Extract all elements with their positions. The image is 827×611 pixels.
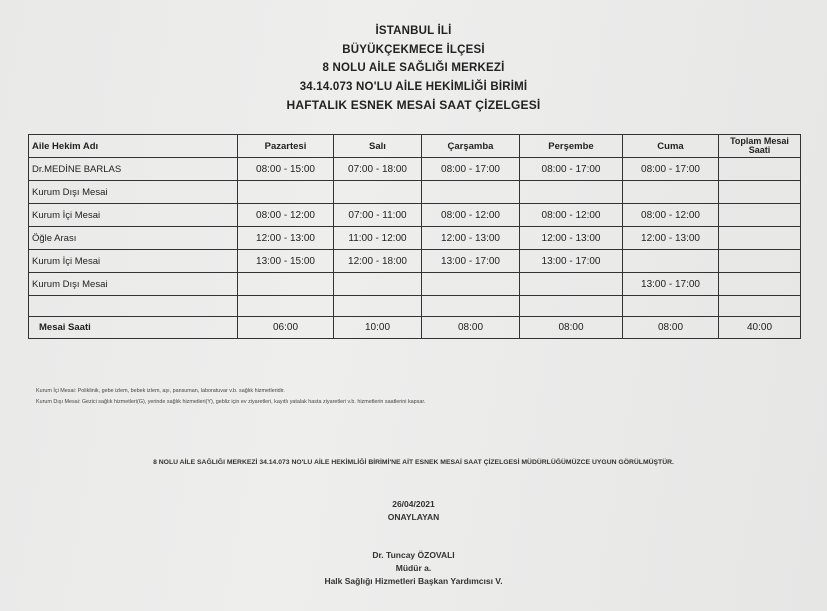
total-row-label: Mesai Saati [29, 317, 238, 339]
schedule-cell [238, 273, 334, 296]
row-label: Kurum Dışı Mesai [29, 181, 238, 204]
schedule-cell: 12:00 - 18:00 [334, 250, 422, 273]
schedule-cell: 08:00 - 17:00 [520, 158, 623, 181]
table-header-row [29, 135, 801, 158]
column-header: Aile Hekim Adı [29, 135, 238, 158]
approved-by-label: ONAYLAYAN [387, 512, 440, 522]
table-row [29, 204, 801, 227]
header-province: İSTANBUL İLİ [375, 25, 452, 37]
row-label: Kurum İçi Mesai [29, 204, 238, 227]
approval-statement: 8 NOLU AİLE SAĞLIĞI MERKEZİ 34.14.073 NO'LU AİLE HEKİMLİĞİ BİRİMİ'NE AİT ESNEK MESAİ SAAT ÇİZELGESİ MÜDÜRLÜĞÜMÜZCE UYGUN GÖRÜLMÜŞTÜR. [153, 459, 674, 466]
table-row [29, 250, 801, 273]
schedule-cell: 07:00 - 11:00 [334, 204, 422, 227]
schedule-cell [520, 273, 623, 296]
table-row [29, 273, 801, 296]
schedule-cell [719, 296, 801, 317]
schedule-cell [334, 296, 422, 317]
document-header [0, 22, 827, 115]
column-header: Pazartesi [238, 135, 334, 158]
row-label: Kurum İçi Mesai [29, 250, 238, 273]
schedule-cell [719, 158, 801, 181]
note-internal-hours: Kurum İçi Mesai: Poliklinik, gebe izlem, bebek izlem, aşı, pansuman, laboratuvar v.b. sağlık hizmetleridir. [36, 388, 285, 394]
schedule-cell: 08:00 - 12:00 [623, 204, 719, 227]
schedule-cell [719, 181, 801, 204]
note-external-hours: Kurum Dışı Mesai: Gezici sağlık hizmetleri(G), yerinde sağlık hizmetleri(Y), gebliz için ev ziyaretleri, kayıtlı yatalak hasta ziyaretleri v.b. hizmetlerin saatlerini kapsar. [36, 399, 426, 405]
schedule-cell: 11:00 - 12:00 [334, 227, 422, 250]
schedule-cell: 12:00 - 13:00 [422, 227, 520, 250]
schedule-cell: 12:00 - 13:00 [238, 227, 334, 250]
schedule-cell: 08:00 - 15:00 [238, 158, 334, 181]
schedule-cell: 07:00 - 18:00 [334, 158, 422, 181]
signatory-title: Halk Sağlığı Hizmetleri Başkan Yardımcısı V. [324, 576, 503, 586]
schedule-cell [719, 227, 801, 250]
table-row [29, 227, 801, 250]
header-health-center: 8 NOLU AİLE SAĞLIĞI MERKEZİ [322, 62, 505, 74]
total-hours-cell: 08:00 [623, 317, 719, 339]
column-header: Cuma [623, 135, 719, 158]
schedule-cell [238, 181, 334, 204]
table-row [29, 158, 801, 181]
footnotes [36, 386, 816, 408]
signatory-name: Dr. Tuncay ÖZOVALI [372, 550, 455, 560]
schedule-cell [520, 181, 623, 204]
total-hours-cell: 06:00 [238, 317, 334, 339]
approval-date: 26/04/2021 [392, 499, 435, 509]
document-title: HAFTALIK ESNEK MESAİ SAAT ÇİZELGESİ [286, 98, 541, 112]
total-hours-cell: 10:00 [334, 317, 422, 339]
schedule-cell: 13:00 - 15:00 [238, 250, 334, 273]
schedule-cell [520, 296, 623, 317]
schedule-cell: 13:00 - 17:00 [422, 250, 520, 273]
schedule-cell: 08:00 - 12:00 [422, 204, 520, 227]
signatory-block [0, 549, 827, 588]
schedule-cell [422, 296, 520, 317]
schedule-cell [238, 296, 334, 317]
table-row [29, 181, 801, 204]
schedule-cell [623, 181, 719, 204]
schedule-cell [623, 250, 719, 273]
column-header-total: Toplam Mesai Saati [719, 135, 801, 158]
approval-block [0, 498, 827, 524]
column-header: Perşembe [520, 135, 623, 158]
schedule-cell: 08:00 - 17:00 [422, 158, 520, 181]
schedule-table [28, 134, 801, 339]
schedule-cell: 12:00 - 13:00 [623, 227, 719, 250]
column-header: Salı [334, 135, 422, 158]
schedule-cell [719, 273, 801, 296]
schedule-cell [719, 250, 801, 273]
schedule-cell: 12:00 - 13:00 [520, 227, 623, 250]
schedule-cell [719, 204, 801, 227]
total-hours-cell: 08:00 [422, 317, 520, 339]
total-hours-cell: 40:00 [719, 317, 801, 339]
schedule-cell: 13:00 - 17:00 [520, 250, 623, 273]
schedule-cell [334, 273, 422, 296]
schedule-cell [422, 273, 520, 296]
row-label: Kurum Dışı Mesai [29, 273, 238, 296]
row-label [29, 296, 238, 317]
table-row [29, 296, 801, 317]
schedule-cell: 08:00 - 12:00 [238, 204, 334, 227]
header-unit: 34.14.073 NO'LU AİLE HEKİMLİĞİ BİRİMİ [299, 80, 528, 93]
row-label: Öğle Arası [29, 227, 238, 250]
total-hours-cell: 08:00 [520, 317, 623, 339]
column-header: Çarşamba [422, 135, 520, 158]
schedule-cell: 13:00 - 17:00 [623, 273, 719, 296]
schedule-cell [623, 296, 719, 317]
signatory-role: Müdür a. [395, 563, 432, 573]
schedule-cell [334, 181, 422, 204]
schedule-cell: 08:00 - 17:00 [623, 158, 719, 181]
row-label: Dr.MEDİNE BARLAS [29, 158, 238, 181]
header-district: BÜYÜKÇEKMECE İLÇESİ [342, 43, 485, 56]
schedule-cell: 08:00 - 12:00 [520, 204, 623, 227]
schedule-cell [422, 181, 520, 204]
total-hours-row [29, 317, 801, 339]
